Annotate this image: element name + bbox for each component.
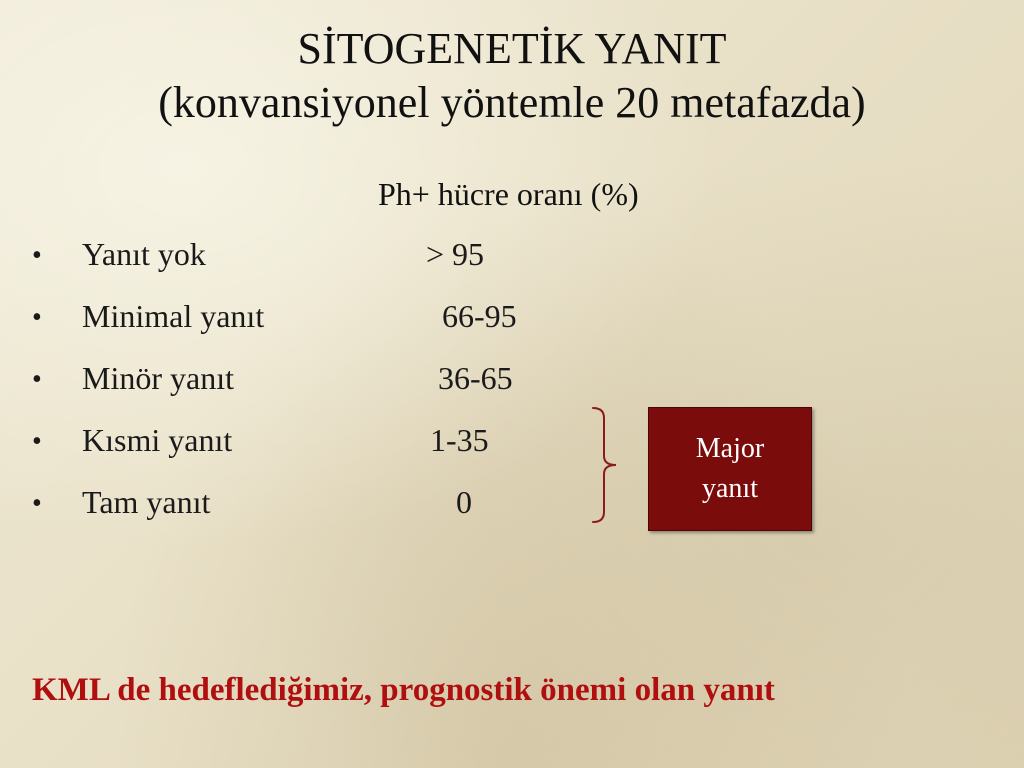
list-item <box>28 422 588 484</box>
list-item <box>28 236 588 298</box>
list-item <box>28 298 588 360</box>
footer-note: KML de hedeflediğimiz, prognostik önemi olan yanıt <box>32 672 775 708</box>
list-item <box>28 484 588 546</box>
column-header: Ph+ hücre oranı (%) <box>378 176 639 212</box>
row-label: Minimal yanıt <box>82 298 265 334</box>
response-list <box>28 236 588 546</box>
row-label: Kısmi yanıt <box>82 422 233 458</box>
bullet-icon: • <box>32 488 42 519</box>
bullet-icon: • <box>32 240 42 271</box>
row-value: 0 <box>456 484 472 520</box>
major-box-line-1: Major <box>695 433 765 464</box>
right-brace-icon <box>590 406 620 524</box>
major-box-line-2: yanıt <box>702 473 758 504</box>
row-value: > 95 <box>426 236 485 272</box>
row-label: Tam yanıt <box>82 484 211 520</box>
bullet-icon: • <box>32 426 42 457</box>
bullet-icon: • <box>32 364 42 395</box>
major-response-box <box>648 407 812 531</box>
row-value: 1-35 <box>430 422 489 458</box>
row-value: 66-95 <box>442 298 517 334</box>
title-line-2: (konvansiyonel yöntemle 20 metafazda) <box>158 78 866 127</box>
title-line-1: SİTOGENETİK YANIT <box>297 24 727 73</box>
row-label: Yanıt yok <box>82 236 206 272</box>
slide-title <box>0 22 1024 130</box>
row-value: 36-65 <box>438 360 513 396</box>
list-item <box>28 360 588 422</box>
bullet-icon: • <box>32 302 42 333</box>
row-label: Minör yanıt <box>82 360 234 396</box>
